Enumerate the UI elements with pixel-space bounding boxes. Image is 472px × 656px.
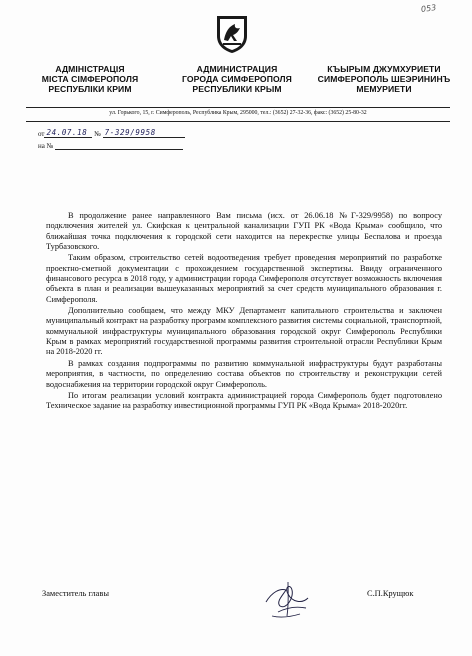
- number-value: 7-329/9958: [104, 128, 156, 137]
- handwritten-signature-icon: [258, 572, 318, 622]
- reference-field: [55, 149, 183, 150]
- body-paragraph: В продолжение ранее направленного Вам письма (исх. от 26.06.18 №Г-329/9958) по вопросу подключения жителей ул. Скифская к центральной канализации ГУП РК «Вода Крыма» сообщило, что ближайшая точка подключения к городской сети находится на перекрестке улицы Беспалова и проезда Турбазовского.: [46, 211, 442, 252]
- header-divider-bottom: [26, 121, 450, 122]
- reference-label: на №: [38, 142, 54, 150]
- corner-handwritten-mark: 053: [420, 2, 437, 15]
- signatory-title: Заместитель главы: [42, 589, 109, 598]
- letterhead: [22, 14, 452, 106]
- date-value: 24.07.18: [46, 128, 88, 137]
- date-field: [44, 128, 92, 138]
- org-name-ukrainian: АДМІНІСТРАЦІЯ МІСТА СІМФЕРОПОЛЯ РЕСПУБЛІКИ КРИМ: [41, 64, 139, 94]
- body-paragraph: В рамках создания подпрограммы по развитию коммунальной инфраструктуры будут разработаны мероприятия, в частности, по определению состава объектов по строительству и реконструкции сетей водоснабжения на территории городской округ Симферополь.: [46, 358, 442, 389]
- org-name-crimean-tatar: КЪЫРЫМ ДЖУМХУРИЕТИ СИМФЕРОПОЛЬ ШЕЭРИНИНЪ МЕМУРИЕТИ: [317, 64, 451, 94]
- date-label: от: [38, 130, 45, 138]
- header-divider-top: [26, 107, 450, 108]
- reference-line: [38, 142, 183, 150]
- registration-line: [38, 128, 185, 138]
- signatory-name: С.П.Крущюк: [367, 589, 414, 598]
- org-name-russian: АДМИНИСТРАЦИЯ ГОРОДА СИМФЕРОПОЛЯ РЕСПУБЛИКИ КРЫМ: [182, 64, 292, 94]
- body-paragraph: Дополнительно сообщаем, что между МКУ Департамент капитального строительства и заключен муниципальный контракт на разработку программ комплексного развития системы социальной, транспортной, коммунальной инфраструктуры муниципального образования городской округ Симферополь Республики Крым в рамках мероприятий государственной программы развития строительной отрасли Республики Крым на 2018-2020 гг.: [46, 306, 442, 357]
- body-paragraph: Таким образом, строительство сетей водоотведения требует проведения мероприятий по разработке проектно-сметной документации с прохождением государственной экспертизы. Ввиду ограниченного финансового ресурса в 2018 году, у администрации города Симферополя отсутствует возможность включения объекта в план и реализации вышеуказанных мероприятий за счет средств муниципального образования г. Симферополя.: [46, 253, 442, 304]
- crimea-coat-of-arms-icon: [215, 14, 249, 54]
- body-paragraph: По итогам реализации условий контракта администрацией города Симферополь будет подготовлено Техническое задание на разработку инвестиционной программы ГУП РК «Вода Крыма» 2018-2020гг.: [46, 390, 442, 411]
- number-label: №: [94, 130, 101, 138]
- letter-body: [46, 211, 442, 413]
- contact-info: ул. Горького, 15, г. Симферополь, Республика Крым, 295000, тел.: (3652) 27-32-36, факс: (3652) 25-80-32: [109, 110, 367, 116]
- number-field: [103, 128, 185, 138]
